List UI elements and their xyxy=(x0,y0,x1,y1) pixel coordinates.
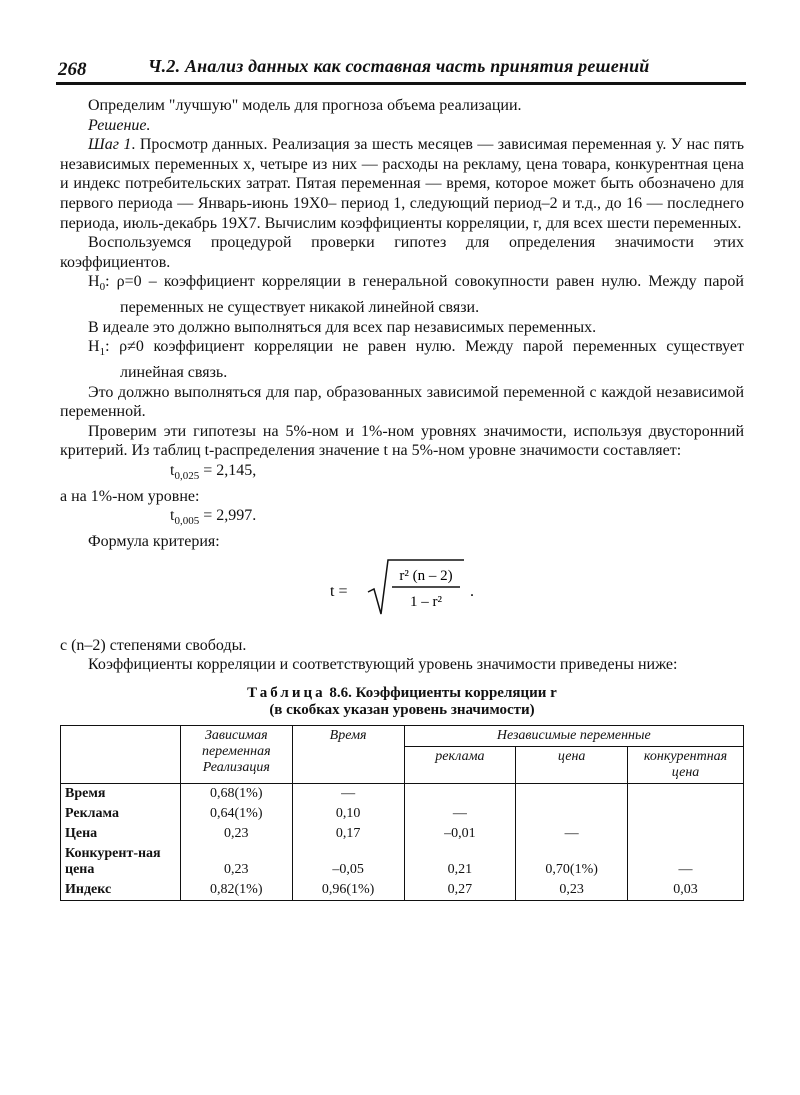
t1-subscript: 0,025 xyxy=(174,470,200,483)
table-row xyxy=(61,824,744,844)
one-percent-label: а на 1%-ном уровне: xyxy=(60,487,200,505)
t-value-5pct xyxy=(60,461,744,487)
table-cell: 0,27 xyxy=(404,880,516,901)
table-row xyxy=(61,880,744,901)
pairs-paragraph: Это должно выполняться для пар, образованных зависимой переменной с каждой независимой переменной. xyxy=(60,383,744,421)
table-cell xyxy=(516,804,628,824)
table-header-row-1 xyxy=(61,726,744,747)
table-cell: 0,68(1%) xyxy=(180,784,292,805)
solution-label: Решение. xyxy=(88,116,151,134)
table-cell: 0,23 xyxy=(180,824,292,844)
formula-lhs: t = xyxy=(330,582,348,600)
step1-paragraph xyxy=(60,135,744,233)
header-competitor: конкурентная цена xyxy=(628,747,744,784)
header-price: цена xyxy=(516,747,628,784)
table-cell: 0,96(1%) xyxy=(292,880,404,901)
table-cell xyxy=(516,784,628,805)
formula-denominator: 1 – r² xyxy=(410,593,442,610)
t-value-1pct xyxy=(60,506,744,532)
correlation-table xyxy=(60,725,744,901)
table-cell: 0,17 xyxy=(292,824,404,844)
t1-base: t xyxy=(170,462,175,480)
table-cell: 0,03 xyxy=(628,880,744,901)
h0-hypothesis xyxy=(60,272,744,317)
check-paragraph: Проверим эти гипотезы на 5%-ном и 1%-ном уровнях значимости, используя двусторонний критерий. Из таблиц t-распределения значение t на 5%-ном уровне значимости составляет: xyxy=(60,422,744,460)
table-cell: — xyxy=(404,804,516,824)
table-caption-line2: (в скобках указан уровень значимости) xyxy=(269,702,535,718)
header-independent: Независимые переменные xyxy=(404,726,744,747)
t2-subscript: 0,005 xyxy=(174,515,200,528)
page-content xyxy=(60,96,744,901)
table-cell: 0,21 xyxy=(404,844,516,880)
formula-trail: . xyxy=(470,582,474,600)
header-dependent: Зависимая переменная Реализация xyxy=(180,726,292,784)
criterion-formula xyxy=(60,556,744,632)
table-cell: 0,23 xyxy=(516,880,628,901)
t1-value: = 2,145, xyxy=(199,462,257,480)
h0-subscript: 0 xyxy=(99,281,106,294)
coef-intro-paragraph: Коэффициенты корреляции и соответствующий уровень значимости приведены ниже: xyxy=(88,656,678,674)
table-cell xyxy=(628,784,744,805)
ideal-paragraph: В идеале это должно выполняться для всех пар независимых переменных. xyxy=(88,318,597,336)
h0-text: : ρ=0 – коэффициент корреляции в генеральной совокупности равен нулю. Между парой переменных не существует никакой линейной связи. xyxy=(105,273,744,317)
table-cell xyxy=(628,824,744,844)
h1-hypothesis xyxy=(60,337,744,382)
row-label: Цена xyxy=(61,824,181,844)
table-cell: 0,10 xyxy=(292,804,404,824)
header-empty xyxy=(61,726,181,784)
header-time: Время xyxy=(292,726,404,784)
header-advertising: реклама xyxy=(404,747,516,784)
table-cell: — xyxy=(292,784,404,805)
page-number: 268 xyxy=(58,59,87,80)
row-label: Индекс xyxy=(61,880,181,901)
table-cell xyxy=(628,804,744,824)
row-label: Время xyxy=(61,784,181,805)
criterion-label: Формула критерия: xyxy=(88,533,220,551)
table-cell: — xyxy=(516,824,628,844)
row-label: Реклама xyxy=(61,804,181,824)
t2-value: = 2,997. xyxy=(199,507,257,525)
table-cell: — xyxy=(628,844,744,880)
table-row xyxy=(61,844,744,880)
table-caption-title: 8.6. Коэффициенты корреляции r xyxy=(325,685,557,701)
formula-svg xyxy=(324,556,524,626)
table-cell: 0,70(1%) xyxy=(516,844,628,880)
table-row xyxy=(61,784,744,805)
table-caption-line1 xyxy=(60,685,744,702)
h1-label: H xyxy=(88,338,100,356)
formula-numerator: r² (n – 2) xyxy=(399,567,453,584)
h0-label: H xyxy=(88,273,100,291)
table-row xyxy=(61,804,744,824)
table-cell: 0,82(1%) xyxy=(180,880,292,901)
step1-text: . Просмотр данных. Реализация за шесть месяцев — зависимая переменная у. У нас пять независимых переменных х, четыре из них — расходы на рекламу, цена товара, конкурентная цена и индекс потребительских затрат. Пятая переменная — время, которое может быть обозначено для первого периода — Январь-июнь 19Х0– период 1, следующий период–2 и т.д., до 16 — последнего периода, июль-декабрь 19Х7. Вычислим коэффициенты корреляции, r, для всех шести переменных. xyxy=(60,136,744,232)
h1-text: : ρ≠0 коэффициент корреляции не равен нулю. Между парой переменных существует линейная связь. xyxy=(105,338,744,382)
table-cell: –0,01 xyxy=(404,824,516,844)
table-cell xyxy=(404,784,516,805)
table-cell: –0,05 xyxy=(292,844,404,880)
table-caption-word: Таблица xyxy=(247,685,326,701)
step1-label: Шаг 1 xyxy=(88,136,132,154)
page-header xyxy=(56,50,746,85)
table-cell: 0,23 xyxy=(180,844,292,880)
table-cell: 0,64(1%) xyxy=(180,804,292,824)
row-label: Конкурент-ная цена xyxy=(61,844,181,880)
h1-subscript: 1 xyxy=(99,346,106,359)
intro-paragraph: Определим "лучшую" модель для прогноза объема реализации. xyxy=(88,97,522,114)
procedure-paragraph: Воспользуемся процедурой проверки гипотез для определения значимости этих коэффициентов. xyxy=(60,234,744,271)
t2-base: t xyxy=(170,507,175,525)
dof-paragraph: с (n–2) степенями свободы. xyxy=(60,636,247,654)
running-title: Ч.2. Анализ данных как составная часть принятия решений xyxy=(148,56,650,76)
table-caption xyxy=(60,685,744,719)
